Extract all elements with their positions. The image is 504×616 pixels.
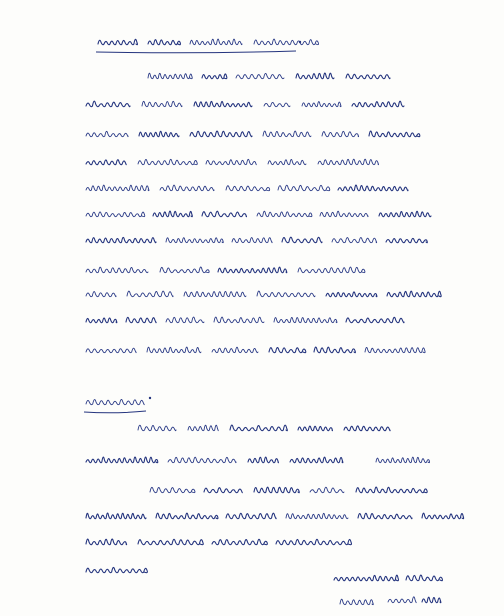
- paragraph-2-line-3: [254, 487, 299, 493]
- paragraph-1-line-7: [86, 237, 156, 242]
- paragraph-2-line-5: [276, 539, 351, 544]
- closing-handwriting: [406, 575, 442, 581]
- paragraph-2-line-6: [86, 567, 147, 572]
- paragraph-1-line-5: [338, 185, 408, 191]
- signature-name-handwriting: [340, 599, 373, 605]
- paragraph-1-line-1: [236, 73, 284, 78]
- paragraph-2-line-5: [138, 539, 203, 544]
- paragraph-1-line-5: [160, 185, 214, 191]
- paragraph-1-line-3: [190, 131, 252, 137]
- paragraph-2-line-1: [188, 425, 218, 431]
- paragraph-1-line-4: [268, 159, 306, 164]
- paragraph-2-line-2: [168, 457, 236, 462]
- paragraph-1-line-2: [194, 101, 252, 106]
- paragraph-1-line-1: [296, 73, 334, 79]
- paragraph-1-line-2: [86, 101, 130, 107]
- paragraph-1-line-11: [314, 347, 355, 353]
- paragraph-1-line-4: [206, 159, 256, 164]
- paragraph-1-line-4: [318, 159, 379, 165]
- paragraph-1-line-9: [387, 291, 441, 297]
- paragraph-1-line-9: [127, 291, 173, 297]
- paragraph-2-line-5: [212, 539, 267, 544]
- paragraph-1-line-5: [278, 185, 330, 190]
- paragraph-1-line-7: [282, 237, 322, 242]
- paragraph-2-line-3: [204, 488, 242, 493]
- heading-underline: [96, 51, 296, 53]
- paragraph-1-line-3: [263, 131, 311, 137]
- section-2-colon-dot: [149, 397, 151, 399]
- paragraph-1-line-8: [298, 267, 365, 273]
- heading-handwriting: [98, 39, 137, 44]
- paragraph-2-line-3: [150, 487, 195, 492]
- heading-handwriting: [148, 40, 180, 45]
- paragraph-1-line-1: [202, 74, 227, 79]
- paragraph-1-line-9: [257, 291, 315, 297]
- paragraph-2-line-4: [286, 513, 348, 518]
- paragraph-1-line-11: [269, 348, 306, 353]
- paragraph-1-line-7: [166, 238, 223, 243]
- paragraph-1-line-1: [148, 73, 192, 78]
- paragraph-1-line-11: [86, 348, 136, 353]
- paragraph-2-line-4: [156, 513, 218, 519]
- paragraph-1-line-10: [346, 317, 404, 322]
- paragraph-2-line-1: [298, 426, 332, 431]
- paragraph-1-line-10: [126, 317, 156, 322]
- paragraph-1-line-5: [226, 186, 270, 191]
- paragraph-1-line-6: [379, 211, 431, 216]
- paragraph-1-line-1: [346, 74, 390, 79]
- paragraph-1-line-8: [218, 267, 287, 273]
- signature-handwriting: [388, 597, 416, 603]
- paragraph-1-line-9: [326, 292, 377, 297]
- paragraph-1-line-11: [365, 347, 425, 352]
- paragraph-1-line-9: [86, 292, 116, 297]
- paragraph-1-line-11: [212, 347, 258, 352]
- paragraph-1-line-2: [142, 101, 182, 106]
- paragraph-1-line-7: [386, 238, 427, 242]
- paragraph-2-line-2: [290, 457, 343, 463]
- paragraph-1-line-6: [153, 211, 192, 217]
- paragraph-1-line-10: [86, 318, 117, 323]
- closing-handwriting: [334, 575, 398, 581]
- paragraph-2-line-3: [356, 487, 427, 493]
- paragraph-1-line-4: [86, 160, 126, 165]
- paragraph-1-line-10: [274, 317, 337, 322]
- paragraph-1-line-7: [232, 238, 272, 243]
- paragraph-1-line-2: [302, 102, 341, 107]
- paragraph-2-line-5: [86, 539, 127, 545]
- paragraph-1-line-10: [214, 317, 264, 323]
- section-2-heading-handwriting: [86, 399, 144, 404]
- paragraph-1-line-6: [202, 211, 247, 216]
- signature-handwriting: [422, 597, 441, 602]
- heading-handwriting: [254, 39, 319, 45]
- paragraph-2-line-1: [344, 426, 390, 431]
- paragraph-1-line-6: [86, 212, 145, 217]
- paragraph-1-line-9: [184, 291, 246, 296]
- paragraph-1-line-3: [369, 131, 420, 137]
- paragraph-2-line-4: [226, 513, 276, 518]
- paragraph-2-line-4: [86, 513, 146, 519]
- paragraph-1-line-8: [86, 267, 148, 273]
- paragraph-1-line-5: [86, 185, 149, 191]
- paragraph-2-line-4: [358, 513, 412, 518]
- paragraph-1-line-8: [160, 267, 209, 273]
- paragraph-1-line-3: [139, 131, 179, 136]
- paragraph-1-line-6: [320, 211, 368, 217]
- paragraph-2-line-4: [422, 513, 464, 519]
- paragraph-1-line-3: [322, 131, 359, 136]
- paragraph-1-line-10: [166, 317, 204, 323]
- paragraph-1-line-6: [257, 211, 312, 217]
- paragraph-2-line-2-tail: [376, 457, 430, 463]
- paragraph-1-line-11: [147, 347, 201, 353]
- paragraph-2-line-3: [310, 487, 344, 492]
- paragraph-2-line-1: [230, 425, 287, 431]
- paragraph-1-line-3: [86, 131, 128, 136]
- paragraph-1-line-7: [332, 238, 377, 243]
- paragraph-1-line-2: [264, 102, 290, 106]
- paragraph-2-line-2: [248, 457, 278, 463]
- section-2-heading-underline: [84, 411, 146, 413]
- paragraph-1-line-4: [138, 159, 197, 164]
- paragraph-2-line-1: [138, 425, 176, 430]
- paragraph-1-line-2: [352, 101, 404, 106]
- heading-colon-dot: [299, 41, 301, 43]
- heading-handwriting: [190, 39, 242, 45]
- paragraph-2-line-2: [86, 457, 158, 463]
